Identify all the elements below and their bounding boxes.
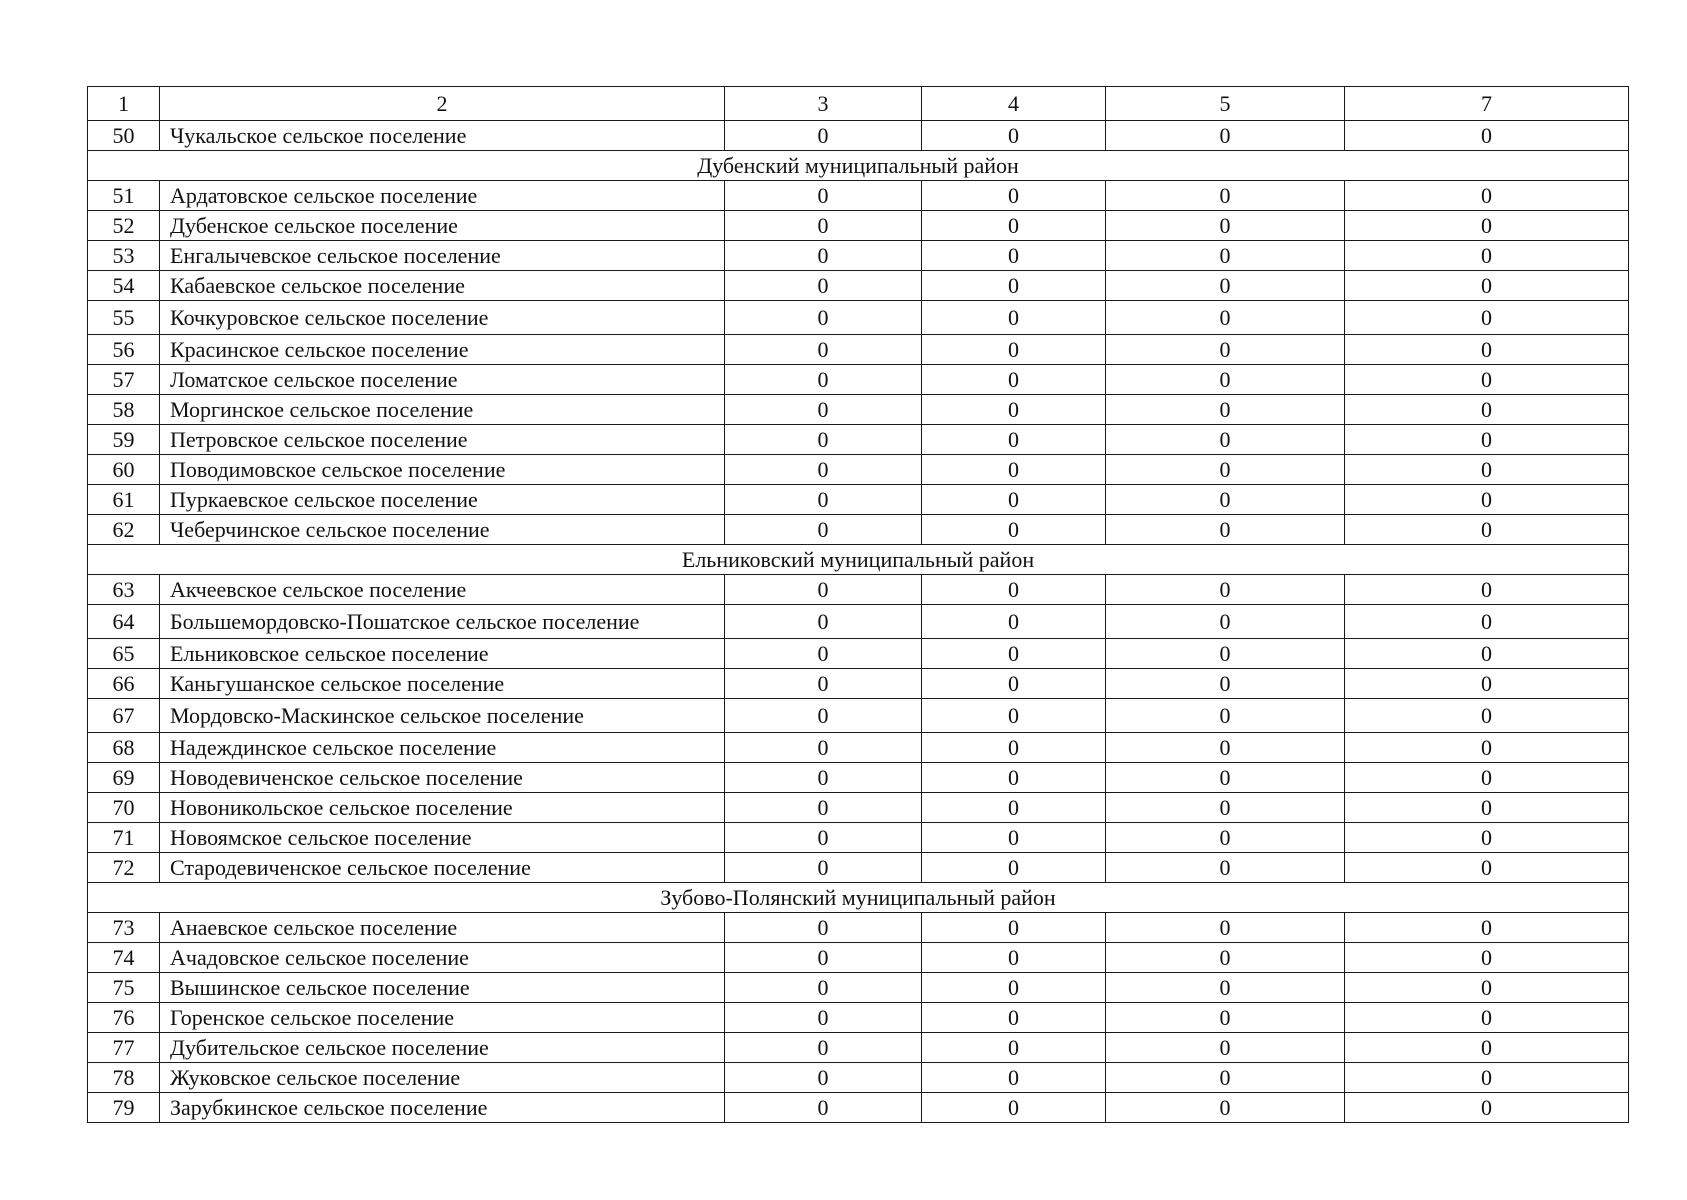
value-col-7: 0: [1345, 1003, 1629, 1033]
table-row: [88, 913, 1629, 943]
table-row: [88, 365, 1629, 395]
value-col-5: 0: [1106, 425, 1345, 455]
value-col-3: 0: [725, 1003, 922, 1033]
value-col-4: 0: [922, 853, 1106, 883]
settlement-name: Енгалычевское сельское поселение: [160, 241, 725, 271]
value-col-5: 0: [1106, 455, 1345, 485]
value-col-5: 0: [1106, 485, 1345, 515]
value-col-7: 0: [1345, 793, 1629, 823]
value-col-7: 0: [1345, 455, 1629, 485]
value-col-7: 0: [1345, 699, 1629, 733]
value-col-4: 0: [922, 455, 1106, 485]
header-cell-4: 4: [922, 87, 1106, 121]
row-number: 77: [88, 1033, 160, 1063]
row-number: 73: [88, 913, 160, 943]
value-col-3: 0: [725, 335, 922, 365]
table-row: [88, 425, 1629, 455]
row-number: 52: [88, 211, 160, 241]
row-number: 61: [88, 485, 160, 515]
table-row: [88, 271, 1629, 301]
table-row: [88, 485, 1629, 515]
row-number: 74: [88, 943, 160, 973]
value-col-5: 0: [1106, 181, 1345, 211]
table-row: [88, 1063, 1629, 1093]
value-col-7: 0: [1345, 485, 1629, 515]
settlement-name: Акчеевское сельское поселение: [160, 575, 725, 605]
value-col-7: 0: [1345, 425, 1629, 455]
settlement-name: Моргинское сельское поселение: [160, 395, 725, 425]
value-col-4: 0: [922, 425, 1106, 455]
value-col-3: 0: [725, 365, 922, 395]
value-col-4: 0: [922, 335, 1106, 365]
row-number: 60: [88, 455, 160, 485]
section-header-row: [88, 151, 1629, 181]
value-col-4: 0: [922, 669, 1106, 699]
value-col-7: 0: [1345, 943, 1629, 973]
header-cell-1: 1: [88, 87, 160, 121]
value-col-3: 0: [725, 181, 922, 211]
value-col-5: 0: [1106, 669, 1345, 699]
section-title: Дубенский муниципальный район: [88, 151, 1629, 181]
value-col-7: 0: [1345, 395, 1629, 425]
settlement-name: Новоникольское сельское поселение: [160, 793, 725, 823]
row-number: 78: [88, 1063, 160, 1093]
value-col-4: 0: [922, 241, 1106, 271]
table-row: [88, 1033, 1629, 1063]
row-number: 59: [88, 425, 160, 455]
settlement-name: Горенское сельское поселение: [160, 1003, 725, 1033]
row-number: 76: [88, 1003, 160, 1033]
value-col-5: 0: [1106, 335, 1345, 365]
value-col-5: 0: [1106, 913, 1345, 943]
value-col-7: 0: [1345, 1033, 1629, 1063]
value-col-7: 0: [1345, 335, 1629, 365]
settlement-name: Кабаевское сельское поселение: [160, 271, 725, 301]
section-title: Ельниковский муниципальный район: [88, 545, 1629, 575]
value-col-7: 0: [1345, 823, 1629, 853]
value-col-3: 0: [725, 395, 922, 425]
value-col-4: 0: [922, 211, 1106, 241]
settlement-name: Чеберчинское сельское поселение: [160, 515, 725, 545]
value-col-4: 0: [922, 1033, 1106, 1063]
value-col-4: 0: [922, 121, 1106, 151]
value-col-3: 0: [725, 669, 922, 699]
value-col-5: 0: [1106, 605, 1345, 639]
settlement-name: Дубительское сельское поселение: [160, 1033, 725, 1063]
row-number: 69: [88, 763, 160, 793]
value-col-7: 0: [1345, 669, 1629, 699]
table-row: [88, 699, 1629, 733]
value-col-4: 0: [922, 1093, 1106, 1123]
value-col-7: 0: [1345, 365, 1629, 395]
value-col-5: 0: [1106, 823, 1345, 853]
settlement-name: Вышинское сельское поселение: [160, 973, 725, 1003]
value-col-3: 0: [725, 733, 922, 763]
settlement-name: Красинское сельское поселение: [160, 335, 725, 365]
value-col-4: 0: [922, 1063, 1106, 1093]
value-col-7: 0: [1345, 515, 1629, 545]
table-row: [88, 639, 1629, 669]
value-col-3: 0: [725, 301, 922, 335]
value-col-5: 0: [1106, 733, 1345, 763]
value-col-3: 0: [725, 575, 922, 605]
settlement-name: Надеждинское сельское поселение: [160, 733, 725, 763]
value-col-5: 0: [1106, 241, 1345, 271]
value-col-4: 0: [922, 913, 1106, 943]
value-col-5: 0: [1106, 699, 1345, 733]
value-col-5: 0: [1106, 575, 1345, 605]
table-row: [88, 763, 1629, 793]
value-col-4: 0: [922, 605, 1106, 639]
value-col-5: 0: [1106, 973, 1345, 1003]
table-row: [88, 121, 1629, 151]
section-title: Зубово-Полянский муниципальный район: [88, 883, 1629, 913]
value-col-5: 0: [1106, 211, 1345, 241]
value-col-5: 0: [1106, 121, 1345, 151]
value-col-3: 0: [725, 763, 922, 793]
value-col-3: 0: [725, 515, 922, 545]
section-header-row: [88, 545, 1629, 575]
table-row: [88, 455, 1629, 485]
table-body: [88, 87, 1629, 1123]
settlement-name: Большемордовско-Пошатское сельское поселение: [160, 605, 725, 639]
value-col-3: 0: [725, 241, 922, 271]
value-col-7: 0: [1345, 639, 1629, 669]
table-row: [88, 605, 1629, 639]
value-col-4: 0: [922, 395, 1106, 425]
value-col-5: 0: [1106, 395, 1345, 425]
settlement-name: Ардатовское сельское поселение: [160, 181, 725, 211]
value-col-3: 0: [725, 1033, 922, 1063]
value-col-7: 0: [1345, 241, 1629, 271]
value-col-7: 0: [1345, 1093, 1629, 1123]
value-col-5: 0: [1106, 515, 1345, 545]
row-number: 54: [88, 271, 160, 301]
value-col-5: 0: [1106, 365, 1345, 395]
value-col-7: 0: [1345, 181, 1629, 211]
row-number: 70: [88, 793, 160, 823]
row-number: 58: [88, 395, 160, 425]
value-col-5: 0: [1106, 763, 1345, 793]
section-header-row: [88, 883, 1629, 913]
value-col-4: 0: [922, 1003, 1106, 1033]
table-row: [88, 241, 1629, 271]
row-number: 51: [88, 181, 160, 211]
value-col-5: 0: [1106, 943, 1345, 973]
settlement-name: Пуркаевское сельское поселение: [160, 485, 725, 515]
value-col-3: 0: [725, 793, 922, 823]
settlement-name: Новоямское сельское поселение: [160, 823, 725, 853]
value-col-4: 0: [922, 973, 1106, 1003]
row-number: 75: [88, 973, 160, 1003]
value-col-4: 0: [922, 485, 1106, 515]
value-col-3: 0: [725, 455, 922, 485]
value-col-7: 0: [1345, 121, 1629, 151]
value-col-4: 0: [922, 733, 1106, 763]
value-col-3: 0: [725, 699, 922, 733]
settlement-name: Новодевиченское сельское поселение: [160, 763, 725, 793]
table-row: [88, 733, 1629, 763]
value-col-3: 0: [725, 823, 922, 853]
settlement-name: Мордовско-Маскинское сельское поселение: [160, 699, 725, 733]
value-col-3: 0: [725, 1093, 922, 1123]
value-col-3: 0: [725, 485, 922, 515]
row-number: 65: [88, 639, 160, 669]
value-col-5: 0: [1106, 271, 1345, 301]
value-col-4: 0: [922, 271, 1106, 301]
value-col-3: 0: [725, 271, 922, 301]
document-table: [87, 86, 1629, 1123]
table-row: [88, 1093, 1629, 1123]
table-row: [88, 575, 1629, 605]
settlement-name: Чукальское сельское поселение: [160, 121, 725, 151]
settlement-name: Анаевское сельское поселение: [160, 913, 725, 943]
value-col-4: 0: [922, 699, 1106, 733]
table-row: [88, 793, 1629, 823]
settlement-name: Зарубкинское сельское поселение: [160, 1093, 725, 1123]
table-row: [88, 853, 1629, 883]
value-col-7: 0: [1345, 973, 1629, 1003]
value-col-7: 0: [1345, 211, 1629, 241]
row-number: 71: [88, 823, 160, 853]
value-col-7: 0: [1345, 1063, 1629, 1093]
header-cell-7: 7: [1345, 87, 1629, 121]
settlement-name: Поводимовское сельское поселение: [160, 455, 725, 485]
value-col-7: 0: [1345, 575, 1629, 605]
header-cell-3: 3: [725, 87, 922, 121]
value-col-4: 0: [922, 763, 1106, 793]
value-col-4: 0: [922, 793, 1106, 823]
table-row: [88, 181, 1629, 211]
table-row: [88, 335, 1629, 365]
settlement-name: Ломатское сельское поселение: [160, 365, 725, 395]
value-col-3: 0: [725, 211, 922, 241]
value-col-4: 0: [922, 365, 1106, 395]
row-number: 56: [88, 335, 160, 365]
row-number: 62: [88, 515, 160, 545]
row-number: 79: [88, 1093, 160, 1123]
value-col-3: 0: [725, 121, 922, 151]
value-col-4: 0: [922, 301, 1106, 335]
value-col-3: 0: [725, 973, 922, 1003]
value-col-5: 0: [1106, 1003, 1345, 1033]
settlement-name: Стародевиченское сельское поселение: [160, 853, 725, 883]
value-col-3: 0: [725, 853, 922, 883]
table-row: [88, 943, 1629, 973]
row-number: 67: [88, 699, 160, 733]
settlement-name: Каньгушанское сельское поселение: [160, 669, 725, 699]
value-col-3: 0: [725, 639, 922, 669]
value-col-4: 0: [922, 575, 1106, 605]
value-col-5: 0: [1106, 639, 1345, 669]
table-row: [88, 515, 1629, 545]
row-number: 50: [88, 121, 160, 151]
value-col-5: 0: [1106, 793, 1345, 823]
table-row: [88, 669, 1629, 699]
value-col-7: 0: [1345, 271, 1629, 301]
value-col-3: 0: [725, 425, 922, 455]
row-number: 68: [88, 733, 160, 763]
value-col-4: 0: [922, 823, 1106, 853]
settlement-name: Петровское сельское поселение: [160, 425, 725, 455]
header-cell-2: 2: [160, 87, 725, 121]
row-number: 53: [88, 241, 160, 271]
value-col-7: 0: [1345, 301, 1629, 335]
settlement-name: Кочкуровское сельское поселение: [160, 301, 725, 335]
value-col-5: 0: [1106, 1033, 1345, 1063]
row-number: 63: [88, 575, 160, 605]
row-number: 55: [88, 301, 160, 335]
settlement-name: Ельниковское сельское поселение: [160, 639, 725, 669]
value-col-4: 0: [922, 943, 1106, 973]
table-row: [88, 823, 1629, 853]
settlement-name: Жуковское сельское поселение: [160, 1063, 725, 1093]
table-row: [88, 973, 1629, 1003]
value-col-7: 0: [1345, 913, 1629, 943]
row-number: 72: [88, 853, 160, 883]
settlement-name: Ачадовское сельское поселение: [160, 943, 725, 973]
table-row: [88, 395, 1629, 425]
value-col-3: 0: [725, 913, 922, 943]
header-cell-5: 5: [1106, 87, 1345, 121]
table-row: [88, 211, 1629, 241]
value-col-4: 0: [922, 515, 1106, 545]
header-row: [88, 87, 1629, 121]
table-row: [88, 301, 1629, 335]
row-number: 57: [88, 365, 160, 395]
row-number: 64: [88, 605, 160, 639]
table-row: [88, 1003, 1629, 1033]
value-col-3: 0: [725, 605, 922, 639]
value-col-7: 0: [1345, 763, 1629, 793]
value-col-5: 0: [1106, 1063, 1345, 1093]
value-col-3: 0: [725, 943, 922, 973]
value-col-7: 0: [1345, 853, 1629, 883]
settlement-name: Дубенское сельское поселение: [160, 211, 725, 241]
value-col-7: 0: [1345, 605, 1629, 639]
value-col-4: 0: [922, 181, 1106, 211]
value-col-5: 0: [1106, 853, 1345, 883]
value-col-4: 0: [922, 639, 1106, 669]
value-col-5: 0: [1106, 1093, 1345, 1123]
value-col-7: 0: [1345, 733, 1629, 763]
value-col-5: 0: [1106, 301, 1345, 335]
value-col-3: 0: [725, 1063, 922, 1093]
row-number: 66: [88, 669, 160, 699]
